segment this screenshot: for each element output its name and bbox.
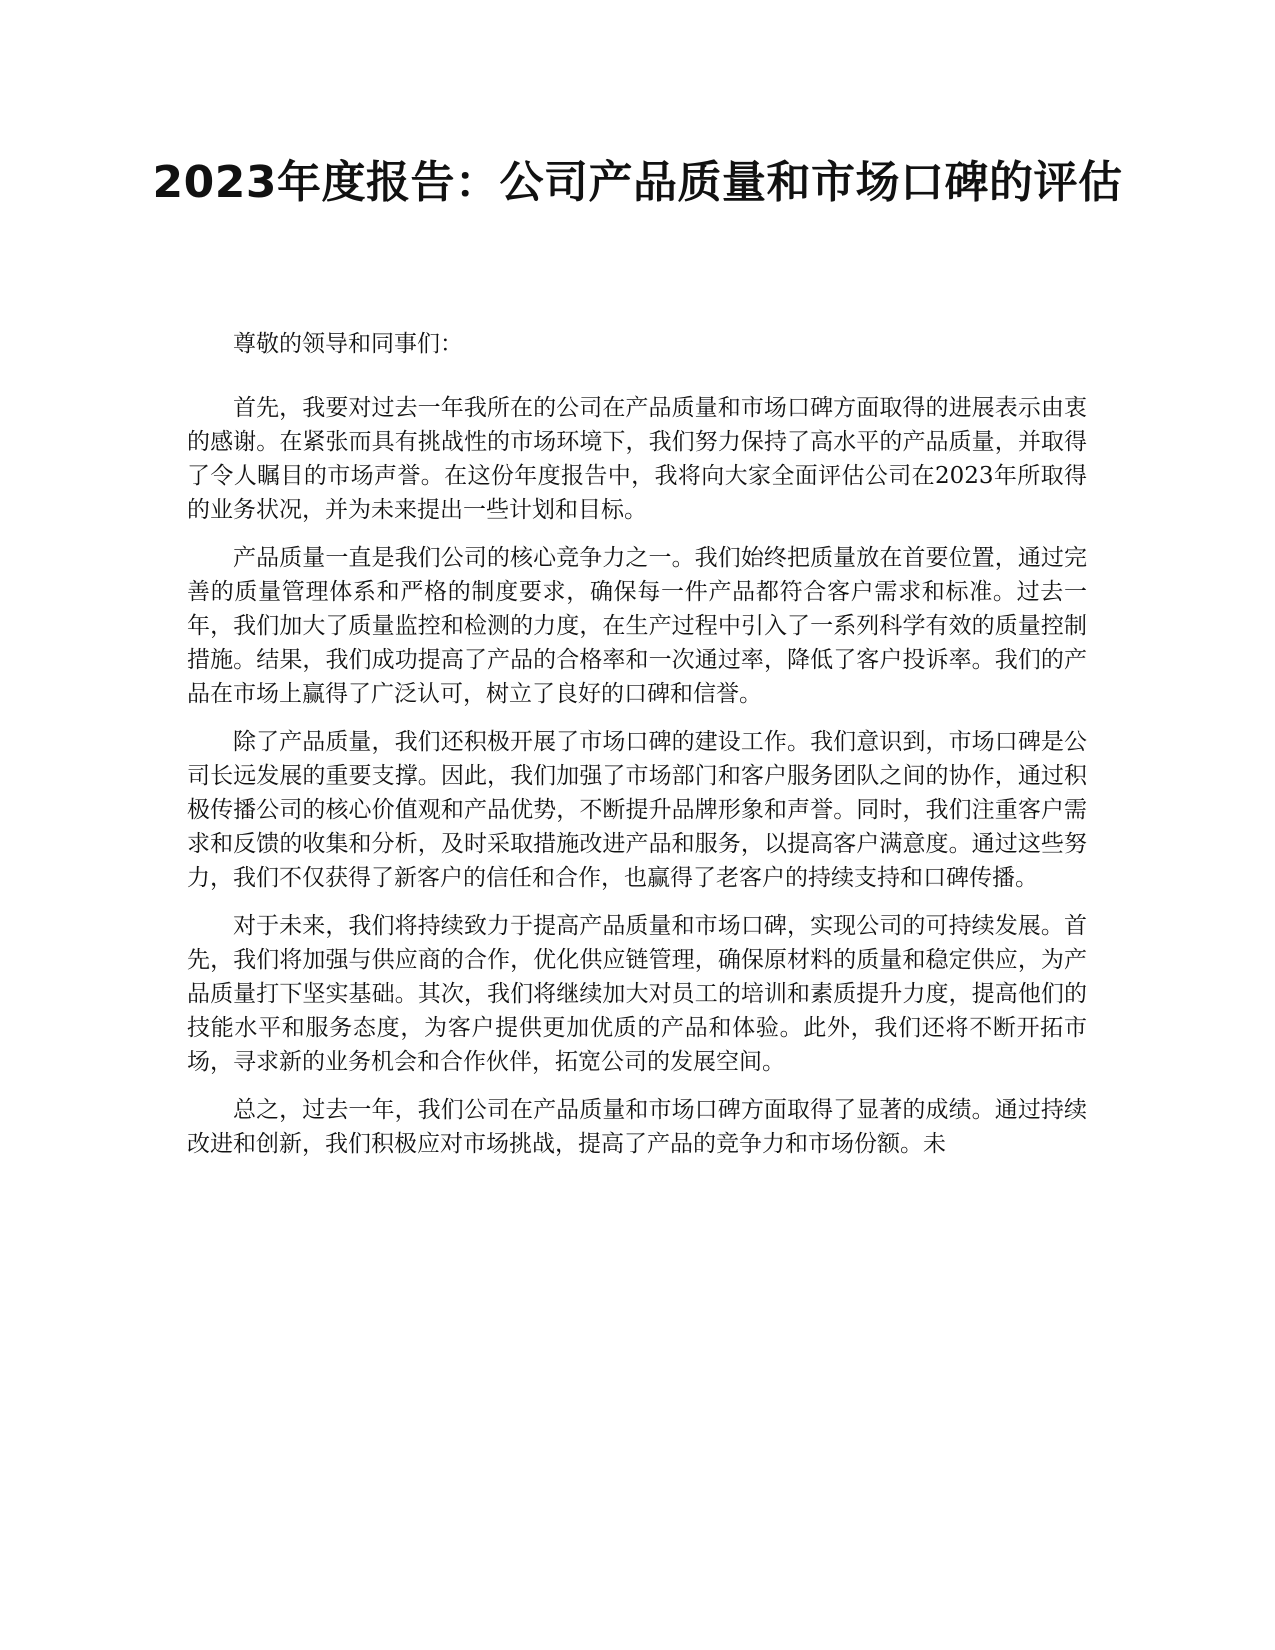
document-body xyxy=(187,327,1087,1175)
document-title: 2023年度报告：公司产品质量和市场口碑的评估 xyxy=(152,157,1123,208)
paragraph-summary: 总之，过去一年，我们公司在产品质量和市场口碑方面取得了显著的成绩。通过持续改进和创新，我们积极应对市场挑战，提高了产品的竞争力和市场份额。未 xyxy=(187,1097,1087,1157)
paragraph-future-plans: 对于未来，我们将持续致力于提高产品质量和市场口碑，实现公司的可持续发展。首先，我们将加强与供应商的合作，优化供应链管理，确保原材料的质量和稳定供应，为产品质量打下坚实基础。其次，我们将继续加大对员工的培训和素质提升力度，提高他们的技能水平和服务态度，为客户提供更加优质的产品和体验。此外，我们还将不断开拓市场，寻求新的业务机会和合作伙伴，拓宽公司的发展空间。 xyxy=(187,913,1087,1075)
greeting: 尊敬的领导和同事们： xyxy=(233,331,463,357)
paragraph-product-quality: 产品质量一直是我们公司的核心竞争力之一。我们始终把质量放在首要位置，通过完善的质量管理体系和严格的制度要求，确保每一件产品都符合客户需求和标准。过去一年，我们加大了质量监控和检测的力度，在生产过程中引入了一系列科学有效的质量控制措施。结果，我们成功提高了产品的合格率和一次通过率，降低了客户投诉率。我们的产品在市场上赢得了广泛认可，树立了良好的口碑和信誉。 xyxy=(187,545,1087,707)
paragraph-intro: 首先，我要对过去一年我所在的公司在产品质量和市场口碑方面取得的进展表示由衷的感谢。在紧张而具有挑战性的市场环境下，我们努力保持了高水平的产品质量，并取得了令人瞩目的市场声誉。在这份年度报告中，我将向大家全面评估公司在2023年所取得的业务状况，并为未来提出一些计划和目标。 xyxy=(187,395,1087,523)
paragraph-market-reputation: 除了产品质量，我们还积极开展了市场口碑的建设工作。我们意识到，市场口碑是公司长远发展的重要支撑。因此，我们加强了市场部门和客户服务团队之间的协作，通过积极传播公司的核心价值观和产品优势，不断提升品牌形象和声誉。同时，我们注重客户需求和反馈的收集和分析，及时采取措施改进产品和服务，以提高客户满意度。通过这些努力，我们不仅获得了新客户的信任和合作，也赢得了老客户的持续支持和口碑传播。 xyxy=(187,729,1087,891)
